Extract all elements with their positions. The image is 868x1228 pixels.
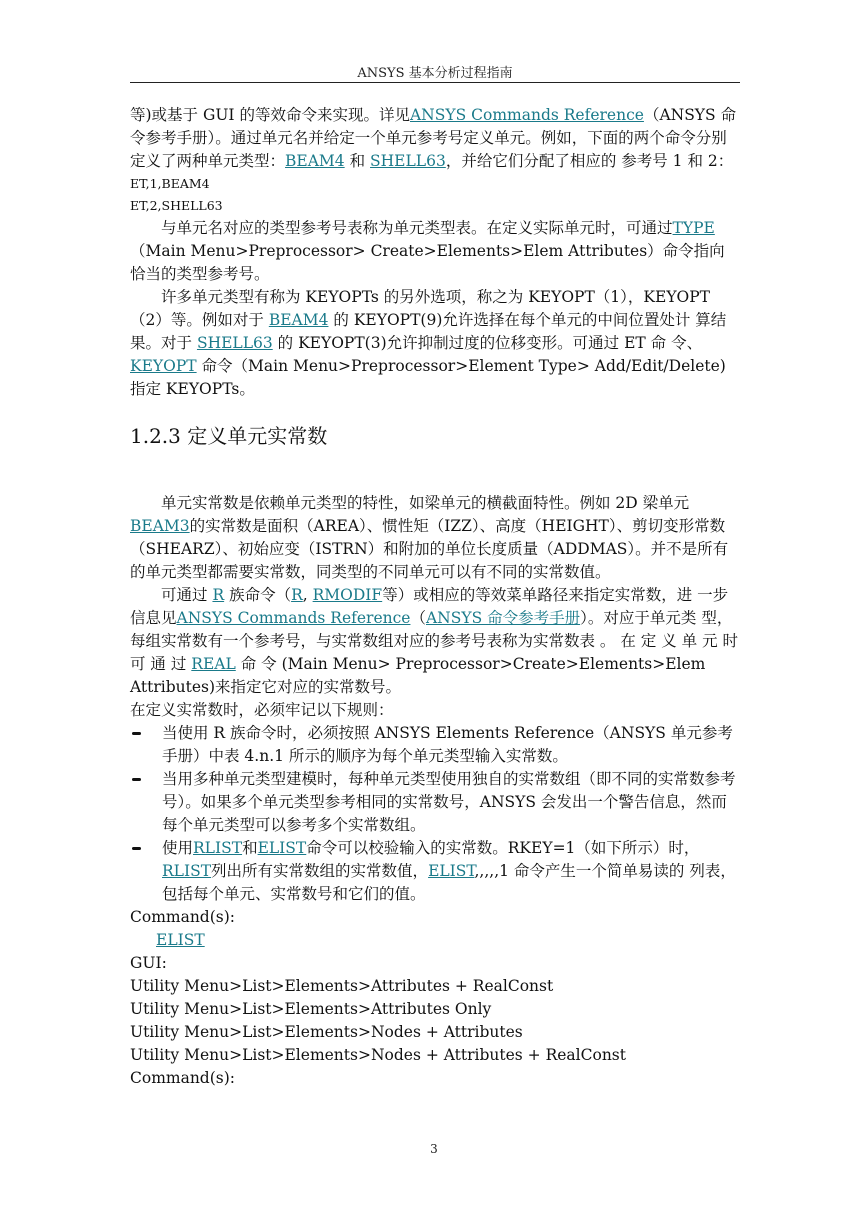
gui-path: Utility Menu>List>Elements>Attributes Only — [130, 1000, 492, 1018]
bullet-icon — [132, 732, 141, 735]
text-run: ,,,,,1 命令产生一个简单易读的 列表，包括每个单元、实常数号和它们的值。 — [162, 862, 736, 903]
section-heading: 1.2.3 定义单元实常数 — [130, 424, 328, 448]
text-run: 当用多种单元类型建模时，每种单元类型使用独自的实常数组（即不同的实常数参考号）。如果多个单元类型参考相同的实常数号，ANSYS 会发出一个警告信息，然而每个单元类型可以参考多个实常数组。 — [162, 770, 736, 834]
page-body — [130, 104, 738, 1090]
link-real[interactable]: REAL — [191, 655, 236, 673]
running-header: ANSYS 基本分析过程指南 — [357, 66, 513, 81]
bullet-icon — [132, 847, 141, 850]
paragraph-keyopts — [130, 286, 738, 401]
command-item — [156, 929, 738, 952]
gui-path: Utility Menu>List>Elements>Attributes + RealConst — [130, 977, 554, 995]
link-r[interactable]: R — [291, 586, 303, 604]
link-ansys-command-manual[interactable]: ANSYS 命令参考手册 — [425, 609, 581, 627]
text-run: （ANSYS 命令参考手册）。通过单元名并给定一个单元参考号定义单元。例如，下面的两个命令分别定义了两种单元类型： — [130, 106, 737, 170]
paragraph-r-family — [130, 584, 738, 699]
text-run: （ — [410, 609, 426, 627]
link-r[interactable]: R — [212, 586, 225, 604]
bullet-icon — [132, 778, 141, 781]
page-number: 3 — [430, 1142, 438, 1156]
text-run: 等）或相应的等效菜单路径来指定实常数，进 一步信息见 — [130, 586, 729, 627]
text-run: 的 KEYOPT(9)允许选择在每个单元的中间位置处计 算结果。对于 — [130, 311, 727, 352]
paragraph-real-constants — [130, 492, 738, 584]
link-keyopt[interactable]: KEYOPT — [130, 357, 197, 375]
link-rlist[interactable]: RLIST — [162, 862, 212, 880]
text-run: ）。对应于单元类 型，每组实常数有一个参考号，与实常数组对应的参考号表称为实常数表 。 在 定 义 单 元 时 可 通 过 — [130, 609, 738, 673]
link-rmodif[interactable]: RMODIF — [312, 586, 383, 604]
text-run: 的实常数是面积（AREA）、惯性矩（IZZ）、高度（HEIGHT）、剪切变形常数（SHEARZ）、初始应变（ISTRN）和附加的单位长度质量（ADDMAS）。并不是所有的单元类型都需要实常数，同类型的不同单元可以有不同的实常数值。 — [130, 517, 729, 581]
text-run: 命令可以校验输入的实常数。RKEY=1（如下所示）时， — [306, 839, 700, 857]
text-run: 等)或基于 GUI 的等效命令来实现。详见 — [130, 106, 410, 124]
text-run: 和 — [242, 839, 258, 857]
link-shell63[interactable]: SHELL63 — [196, 334, 273, 352]
list-item — [130, 768, 738, 837]
text-run: （Main Menu>Preprocessor> Create>Elements>Elem Attributes）命令指向恰当的类型参考号。 — [130, 242, 725, 283]
link-elist[interactable]: ELIST — [428, 862, 475, 880]
text-run: 单元实常数是依赖单元类型的特性，如梁单元的横截面特性。例如 2D 梁单元 — [161, 494, 690, 512]
link-rlist[interactable]: RLIST — [193, 839, 243, 857]
gui-path: Utility Menu>List>Elements>Nodes + Attributes — [130, 1023, 523, 1041]
link-beam3[interactable]: BEAM3 — [130, 517, 190, 535]
link-beam4[interactable]: BEAM4 — [268, 311, 329, 329]
code-line: ET,1,BEAM4 — [130, 176, 210, 191]
code-line: ET,2,SHELL63 — [130, 198, 223, 213]
text-run: 命 令 (Main Menu> Preprocessor>Create>Elements>Elem Attributes)来指定它对应的实常数号。 — [130, 655, 706, 696]
gui-path: Utility Menu>List>Elements>Nodes + Attributes + RealConst — [130, 1046, 626, 1064]
text-run: 族命令（ — [229, 586, 292, 604]
gui-label: GUI: — [130, 954, 167, 972]
paragraph-type-table — [130, 217, 738, 286]
link-ansys-commands-reference[interactable]: ANSYS Commands Reference — [409, 106, 644, 124]
list-item — [130, 837, 738, 906]
text-run: 与单元名对应的类型参考号表称为单元类型表。在定义实际单元时，可通过 — [161, 219, 673, 237]
list-item — [130, 722, 738, 768]
text-run: 的 KEYOPT(3)允许抑制过度的位移变形。可通过 ET 命 令、 — [277, 334, 703, 352]
link-elist[interactable]: ELIST — [156, 931, 205, 949]
link-type[interactable]: TYPE — [672, 219, 715, 237]
text-run: 使用 — [162, 839, 194, 857]
header-rule — [130, 82, 740, 83]
command-label: Command(s): — [130, 1069, 236, 1087]
link-ansys-commands-reference[interactable]: ANSYS Commands Reference — [176, 609, 411, 627]
paragraph-element-types — [130, 104, 738, 173]
text-run: ，并给它们分配了相应的 参考号 1 和 2： — [445, 152, 734, 170]
text-run: 命令（Main Menu>Preprocessor>Element Type> Add/Edit/Delete) 指定 KEYOPTs。 — [130, 357, 726, 398]
link-shell63[interactable]: SHELL63 — [370, 152, 446, 170]
text-run: 当使用 R 族命令时，必须按照 ANSYS Elements Reference（ANSYS 单元参考 手册）中表 4.n.1 所示的顺序为每个单元类型输入实常数。 — [162, 724, 733, 765]
text-run: 列出所有实常数组的实常数值， — [211, 862, 429, 880]
text-run: , — [302, 586, 308, 604]
command-label: Command(s): — [130, 908, 236, 926]
text-run: 可通过 — [161, 586, 208, 604]
text-run: 许多单元类型有称为 KEYOPTs 的另外选项，称之为 KEYOPT（1），KEYOPT（2）等。例如对于 — [130, 288, 711, 329]
text-run: 和 — [349, 152, 366, 170]
link-elist[interactable]: ELIST — [257, 839, 307, 857]
paragraph-rules-intro: 在定义实常数时，必须牢记以下规则： — [130, 701, 394, 719]
link-beam4[interactable]: BEAM4 — [285, 152, 345, 170]
